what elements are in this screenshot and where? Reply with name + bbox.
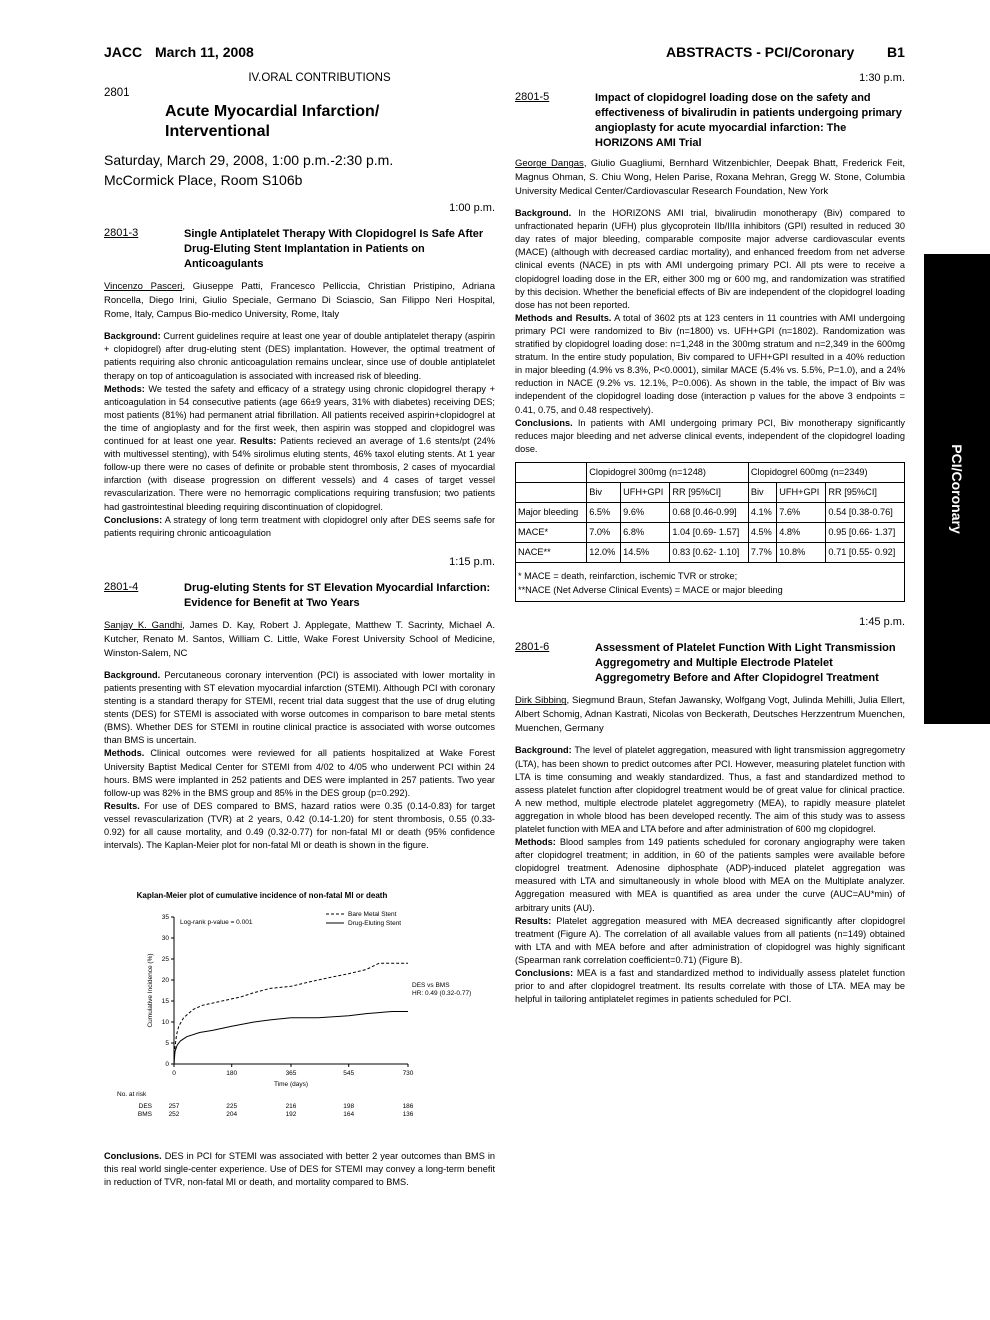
section-sidebar-tab [924,254,990,724]
table-header: UFH+GPI [777,482,826,502]
table-row-label: MACE* [516,523,587,543]
abstract-title: Assessment of Platelet Function With Light Transmission Aggregometry and Multiple Electrode Platelet Aggregometry Before and After Clopidogrel Treatment [595,642,896,685]
sidebar-label: PCI/Coronary [949,444,965,534]
table-footnote: * MACE = death, reinfarction, ischemic TVR or stroke; [518,571,738,582]
at-risk-bms-label: BMS [137,1111,152,1118]
at-risk-bms-count: 204 [226,1111,238,1118]
table-cell: 14.5% [621,543,670,563]
y-tick-label: 20 [161,977,169,984]
table-header: Biv [748,482,776,502]
at-risk-des-count: 186 [402,1103,414,1110]
abstract-title-row [104,581,495,611]
y-tick-label: 35 [161,914,169,921]
table-cell: 6.8% [621,523,670,543]
table-subheader-row [516,482,905,502]
table-footnotes [515,563,905,602]
table-cell: 0.71 [0.55- 0.92] [826,543,905,563]
abstract-authors: Vincenzo Pasceri, Giuseppe Patti, Francesco Pelliccia, Christian Pristipino, Adriana Roncella, Diego Irini, Giulio Speciale, Germano Di Sciascio, San Filippo Neri Hospital, Rome, Italy, Campus Bio-medico University, Rome, Italy [104,281,496,321]
abstract-authors: George Dangas, Giulio Guagliumi, Bernhard Witzenbichler, Deepak Bhatt, Frederick Feit, Magnus Ohman, S. Chiu Wong, Helen Parise, Roxana Mehran, Gregg W. Stone, Columbia University Medical Center/Cardiovascular Research Foundation, New York [515,158,905,198]
at-risk-bms-count: 164 [343,1111,355,1118]
right-column [515,72,905,1006]
abstract-time: 1:00 p.m. [449,202,495,215]
table-header: Clopidogrel 600mg (n=2349) [748,462,904,482]
table-header: Biv [587,482,621,502]
abstract-id: 2801-5 [515,91,550,104]
at-risk-bms-count: 252 [168,1111,180,1118]
at-risk-des-label: DES [138,1103,152,1110]
table-cell: 4.5% [748,523,776,543]
abstract-id: 2801-3 [104,227,139,240]
table-footnote: **NACE (Net Adverse Clinical Events) = MACE or major bleeding [518,585,783,596]
x-tick-label: 730 [402,1070,414,1077]
table-cell [516,482,587,502]
table-row-label: NACE** [516,543,587,563]
abstract-authors: Sanjay K. Gandhi, James D. Kay, Robert J. Applegate, Matthew T. Sacrinty, Michael A. Kutcher, Renato M. Santos, William C. Little, Wake Forest University School of Medicine, Winston-Salem, NC [104,619,495,659]
table-cell: 4.8% [777,523,826,543]
page-number: B1 [887,44,905,60]
session-category: IV.ORAL CONTRIBUTIONS [248,72,391,84]
y-tick-label: 5 [165,1040,169,1047]
y-tick-label: 30 [161,935,169,942]
abstract-time: 1:15 p.m. [449,555,495,568]
abstract-body: Background: The level of platelet aggregation, measured with light transmission aggregometry (LTA), has been shown to predict outcomes after PCI. However, measuring platelet function with LTA is time consuming and weakly standardized. Thus, a fast and standardized method to assess platelet function after clopidogrel treatment would be of great value for clinical practice. A new method, multiple electrode platelet aggregometry (MEA), to rapidly measure platelet aggregation in whole blood has been developed recently. The aim of this study was to assess platelet function with MEA and LTA before and after administration of 600 mg clopidogrel. Methods: Blood samples from 149 patients scheduled for coronary angiography were taken after clopidogrel treatment; in addition, in 60 of the patients samples were available before clopidogrel treatment. Adenosine diphosphate (ADP)-induced platelet aggregation was measured with LTA and simultaneously in whole blood with MEA on the Multiplate analyzer. Aggregation measured with MEA is quantified as area under the curve (AUC=AU*min) of arbitrary units (AU). Results: Platelet aggregation measured with MEA decreased significantly after clopidogrel treatment (Figure A). The correlation of all available values from all patients (n=149) obtained with LTA and with MEA before and after administration of clopidogrel was highly significant (Spearman rank correlation coefficient=0.71) (Figure B). Conclusions: MEA is a fast and standardized method to individually assess platelet function prior to and after clopidogrel treatment. Its results correlate with those of LTA. MEA may be helpful in tailoring antiplatelet regimes in patients scheduled for PCI. [515,745,905,1005]
hazard-ratio-value: HR: 0.49 (0.32-0.77) [412,990,472,997]
table-header: RR [95%CI] [826,482,905,502]
y-tick-label: 25 [161,956,169,963]
abstract-body: Background. Percutaneous coronary intervention (PCI) is associated with lower mortality in patients presenting with ST elevation myocardial infarction (STEMI). Although PCI with coronary stenting is a standard therapy for STEMI, recent trial data suggest that the use of drug eluting stents (DES) for STEMI is associated with worse outcomes in comparison to bare metal stents (BMS). Whether DES for STEMI in routine clinical practice is associated with worse outcomes than BMS is uncertain. Methods. Clinical outcomes were reviewed for all patients hospitalized at Wake Forest University Baptist Medical Center for STEMI from 4/02 to 4/05 who underwent PCI within 24 hours. BMS were implanted in 252 patients and DES were implanted in 257 patients. Two year follow-up was 82% in the BMS group and 85% in the DES group (p=0.292). Results. For use of DES compared to BMS, hazard ratios were 0.35 (0.14-0.83) for target vessel revascularization (TVR) at 2 years, 0.42 (0.14-1.20) for stent thrombosis, 0.55 (0.33-0.92) for all cause mortality, and 0.49 (0.32-0.77) for non-fatal MI or death (95% confidence intervals). The Kaplan-Meier plot for non-fatal MI or death is shown in the figure. [104,669,495,851]
at-risk-des-count: 198 [343,1103,355,1110]
abstract-body: Background. In the HORIZONS AMI trial, bivalirudin monotherapy (Biv) compared to unfractionated heparin (UFH) plus glycoprotein IIb/IIIa inhibitors (GPI) resulted in reduced 30 day rates of major bleeding, comparable composite major adverse cardiovascular events (MACE) (although with decreased cardiac mortality), and enhanced freedom from net adverse clinical events (NACE) in pts with AMI undergoing primary PCI. All pts were to receive a clopidogrel loading dose in the ER, either 300 mg or 600 mg, and randomization was stratified by this decision. Whether the beneficial effects of Biv are independent of the clopidogrel loading dose has not been reported. Methods and Results. A total of 3602 pts at 123 centers in 11 countries with AMI undergoing primary PCI were randomized to Biv (n=1800) vs. UFH+GPI (n=1802). Randomization was stratified by clopidogrel loading dose: n=1,248 in the 300mg stratum and n=2,349 in the 600mg stratum. In the entire study population, Biv compared to UFH+GPI resulted in a 40% reduction in major bleeding (4.9% vs 8.3%, P<0.0001), similar MACE (5.4% vs. 5.5%, P=1.0), and a 24% reduction in NACE (9.2% vs. 12.1%, P=0.006). As shown in the table, the impact of Biv was independent of the clopidogrel loading dose (interaction p values for the above 3 endpoints = 0.41, 0.75, and 0.48 respectively). Conclusions. In patients with AMI undergoing primary PCI, Biv monotherapy significantly reduces major bleeding and net adverse clinical events, independent of the clopidogrel loading dose. [515,208,905,454]
x-tick-label: 0 [172,1070,176,1077]
abstract-title: Drug-eluting Stents for ST Elevation Myocardial Infarction: Evidence for Benefit at Two Years [184,581,491,609]
at-risk-bms-count: 192 [285,1111,297,1118]
table-row [516,503,905,523]
table-cell: 0.54 [0.38-0.76] [826,503,905,523]
at-risk-des-count: 257 [168,1103,180,1110]
table-cell: 6.5% [587,503,621,523]
table-cell: 9.6% [621,503,670,523]
table-cell: 7.6% [777,503,826,523]
abstract-time: 1:30 p.m. [859,72,905,84]
issue-date: March 11, 2008 [155,44,254,60]
x-tick-label: 545 [343,1070,355,1077]
table-header: RR [95%CI] [670,482,749,502]
km-curve-bms [174,963,408,1064]
abstract-conclusions-2801-4: Conclusions. DES in PCI for STEMI was associated with better 2 year outcomes than BMS in this real world single-center experience. Use of DES for STEMI may convey a long-term benefit in reduction of TVR, non-fatal MI or death, and mortality compared to BMS. [104,1151,495,1188]
at-risk-des-count: 216 [285,1103,297,1110]
abstract-id: 2801-6 [515,641,550,654]
chart-title: Kaplan-Meier plot of cumulative incidence of non-fatal MI or death [136,891,388,900]
abstract-title-row [515,641,905,686]
journal-name: JACC [104,44,143,60]
abstract-title: Single Antiplatelet Therapy With Clopidogrel Is Safe After Drug-Eluting Stent Implantation in Patients on Anticoagulants [184,228,484,271]
x-tick-label: 180 [226,1070,238,1077]
table-cell [516,462,587,482]
session-datetime: Saturday, March 29, 2008, 1:00 p.m.-2:30 p.m. [104,152,394,169]
table-cell: 10.8% [777,543,826,563]
session-title: Acute Myocardial Infarction/ Interventional [165,103,380,141]
results-table [515,462,905,563]
hazard-ratio-label: DES vs BMS [412,982,450,989]
x-tick-label: 365 [285,1070,297,1077]
no-at-risk-label: No. at risk [117,1091,147,1098]
table-row-label: Major bleeding [516,503,587,523]
table-cell: 12.0% [587,543,621,563]
at-risk-des-count: 225 [226,1103,238,1110]
logrank-label: Log-rank p-value = 0.001 [180,919,253,926]
y-tick-label: 0 [165,1061,169,1068]
session-number: 2801 [104,87,130,100]
y-tick-label: 10 [161,1019,169,1026]
table-cell: 4.1% [748,503,776,523]
table-cell: 7.7% [748,543,776,563]
legend-label: Drug-Eluting Stent [348,920,402,927]
table-header-row [516,462,905,482]
x-axis-label: Time (days) [273,1081,309,1088]
abstract-title: Impact of clopidogrel loading dose on the safety and effectiveness of bivalirudin in patients undergoing primary angioplasty for acute myocardial infarction: The HORIZONS AMI Trial [595,92,902,150]
table-row [516,523,905,543]
km-curve-des [174,1012,408,1065]
abstract-time: 1:45 p.m. [859,616,905,629]
table-cell: 7.0% [587,523,621,543]
left-column [104,72,495,852]
table-cell: 0.68 [0.46-0.99] [670,503,749,523]
table-header: Clopidogrel 300mg (n=1248) [587,462,749,482]
table-row [516,543,905,563]
y-tick-label: 15 [161,998,169,1005]
abstract-id: 2801-4 [104,580,139,593]
y-axis-label: Cumulative Incidence (%) [147,953,154,1028]
abstract-authors: Dirk Sibbing, Siegmund Braun, Stefan Jawansky, Wolfgang Vogt, Julinda Mehilli, Julia Ellert, Albert Schomig, Adnan Kastrati, Nicolas von Beckerath, Deutsches Herzzentrum Muenchen, Muenchen, Germany [515,695,905,735]
abstract-title-row [104,227,495,272]
at-risk-bms-count: 136 [402,1111,414,1118]
session-location: McCormick Place, Room S106b [104,172,303,189]
legend-label: Bare Metal Stent [348,911,397,918]
kaplan-meier-chart [112,884,490,1122]
table-header: UFH+GPI [621,482,670,502]
section-title: ABSTRACTS - PCI/Coronary [666,44,855,60]
table-cell: 1.04 [0.69- 1.57] [670,523,749,543]
abstract-title-row [515,91,905,151]
abstract-body: Background: Current guidelines require at least one year of double antiplatelet therapy (aspirin + clopidogrel) after drug-eluting stent (DES) implantation. However, the optimal treatment of patients requiring also chronic anticoagulation remains unclear, since use of double antiplatelet therapy on top of anticoagulation is associated with increased risk of bleeding. Methods: We tested the safety and efficacy of a strategy using chronic clopidogrel therapy + anticoagulation in 54 consecutive patients (age 66±9 years, 31% with diabetes) receiving DES; most patients (81%) had permanent atrial fibrillation. All patients received aspirin+clopidogrel at the time of angioplasty and for the first week, then aspirin was stopped and clopidogrel was continued for at least one year. Results: Patients recieved an average of 1.6 stents/pt (24% with multivessel stenting), with 54% sirolimus eluting stents, 46% taxol eluting stents. At 1 year follow-up there were no cases of definite or probable stent thrombosis, 2 cases of myocardial infarction (with disease progression on different vessels) and 4 cases of target vessel revascularization. There were no hemorragic complications requiring transfusion; two patients had gastrointestinal bleeding requiring discontinuation of clopidogrel. Conclusions: A strategy of long term treatment with clopidogrel only after DES seems safe for patients requiring chronic anticoagulation [104,331,496,538]
table-cell: 0.83 [0.62- 1.10] [670,543,749,563]
table-cell: 0.95 [0.66- 1.37] [826,523,905,543]
